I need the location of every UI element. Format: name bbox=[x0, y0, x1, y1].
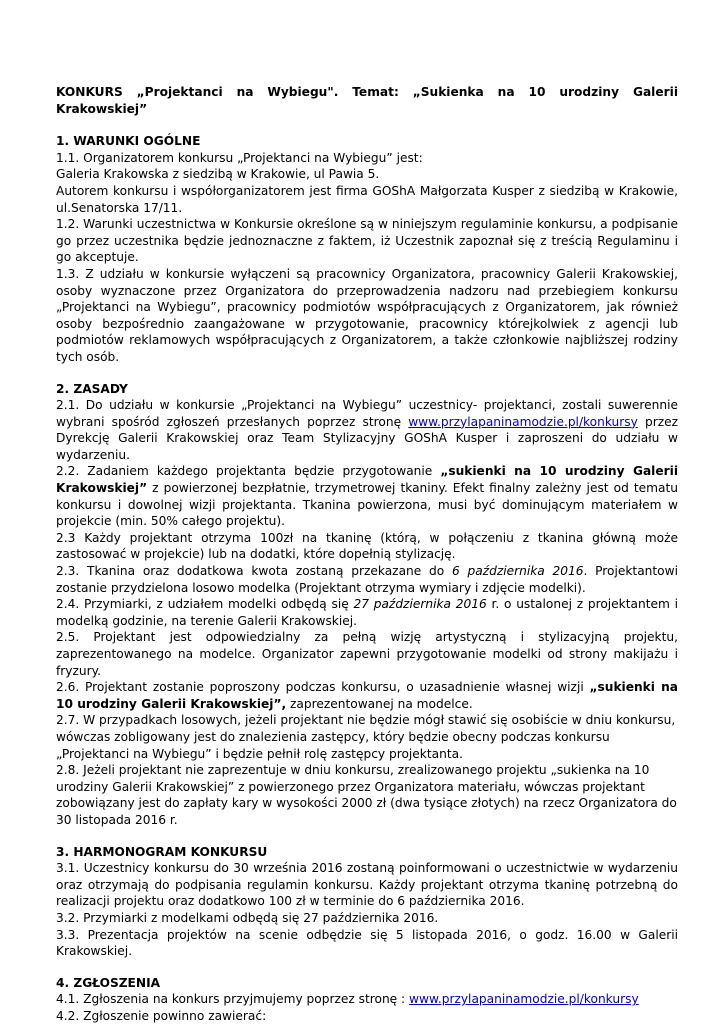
paragraph-2-4 bbox=[56, 596, 678, 629]
section-schedule bbox=[56, 844, 678, 960]
paragraph-author: Autorem konkursu i współorganizatorem jest firma GOShA Małgorzata Kusper z siedzibą w Krakowie, ul.Senatorska 17/11. bbox=[56, 183, 678, 215]
text: 2.2. Zadaniem każdego projektanta będzie przygotowanie bbox=[56, 464, 441, 479]
paragraph-2-3a: 2.3 Każdy projektant otrzyma 100zł na tkaninę (którą, w połączeniu z tkanina główną może zastosować w projekcie) lub na dodatki, które dopełnią stylizację. bbox=[56, 530, 678, 562]
paragraph-1-1: 1.1. Organizatorem konkursu „Projektanci na Wybiegu” jest: bbox=[56, 150, 423, 165]
paragraph-3-3: 3.3. Prezentacja projektów na scenie odbędzie się 5 listopada 2016, o godz. 16.00 w Galerii Krakowskiej. bbox=[56, 927, 678, 959]
section-heading: 4. ZGŁOSZENIA bbox=[56, 975, 161, 990]
paragraph-2-8: 2.8. Jeżeli projektant nie zaprezentuje w dniu konkursu, zrealizowanego projektu „sukienka na 10 urodziny Galerii Krakowskiej” z powierzonego przez Organizatora materiału, wówczas projektant zobowiązany jest do zapłaty kary w wysokości 2000 zł (dwa tysiące złotych) na rzecz Organizatora do 30 listopada 2016 r. bbox=[56, 763, 677, 827]
paragraph-2-7: 2.7. W przypadkach losowych, jeżeli projektant nie będzie mógł stawić się osobiście w dniu konkursu, wówczas zobligowany jest do znalezienia zastępcy, który będzie obecny podczas konkursu „Projektanci na Wybiegu” i będzie pełnił rolę zastępcy projektanta. bbox=[56, 713, 676, 761]
contest-link[interactable]: www.przylapaninamodzie.pl/konkursy bbox=[409, 992, 639, 1007]
italic-date: 27 października 2016 bbox=[353, 597, 487, 612]
section-applications bbox=[56, 975, 678, 1024]
text: przez Dyrekcję Galerii Krakowskiej oraz Team Stylizacyjny GOShA Kusper i zaproszeni do udziału w wydarzeniu. bbox=[56, 414, 678, 462]
paragraph-3-1: 3.1. Uczestnicy konkursu do 30 września 2016 zostaną poinformowani o uczestnictwie w wydarzeniu oraz otrzymają do podpisania regulamin konkursu. Każdy projektant otrzyma tkaninę potrzebną do realizacji projektu oraz dodatkowo 100 zł w terminie do 6 października 2016. bbox=[56, 861, 678, 909]
text: . Projektantowi zostanie przydzielona losowo modelka (Projektant otrzyma wymiary i zdjęcie modelki). bbox=[56, 564, 678, 595]
paragraph-2-1 bbox=[56, 397, 678, 463]
text: 2.4. Przymiarki, z udziałem modelki odbędą się bbox=[56, 597, 354, 612]
text: 2.3. Tkanina oraz dodatkowa kwota zostaną przekazane do bbox=[56, 564, 452, 579]
paragraph-1-2: 1.2. Warunki uczestnictwa w Konkursie określone są w niniejszym regulaminie konkursu, a podpisanie go przez uczestnika będzie jednoznaczne z faktem, iż Uczestnik zapoznał się z treścią Regulaminu i go akceptuje. bbox=[56, 217, 678, 265]
section-rules bbox=[56, 381, 678, 829]
paragraph-4-1 bbox=[56, 991, 678, 1008]
paragraph-2-3b bbox=[56, 563, 678, 596]
section-heading: 1. WARUNKI OGÓLNE bbox=[56, 134, 201, 149]
text: zaprezentowanej na modelce. bbox=[286, 696, 473, 711]
paragraph-1-3: 1.3. Z udziału w konkursie wyłączeni są pracownicy Organizatora, pracownicy Galerii Krakowskiej, osoby wyznaczone przez Organizatora do przeprowadzenia nadzoru nad przebiegiem konkursu „Projektanci na Wybiegu”, pracownicy podmiotów współpracujących z Organizatorem, jak również osoby bezpośrednio zaangażowane w przygotowanie, pracownicy którejkolwiek z agencji lub podmiotów reklamowych współpracujących z Organizatorem, a także członkowie najbliższej rodziny tych osób. bbox=[56, 266, 678, 364]
section-general-conditions bbox=[56, 133, 678, 365]
text: 2.6. Projektant zostanie poproszony podczas konkursu, o uzasadnienie własnej wizji bbox=[56, 680, 590, 695]
text: r. o ustalonej z projektantem i modelką godzinie, na terenie Galerii Krakowskiej. bbox=[56, 597, 678, 628]
text: 4.1. Zgłoszenia na konkurs przyjmujemy poprzez stronę : bbox=[56, 992, 410, 1007]
paragraph-3-2: 3.2. Przymiarki z modelkami odbędą się 27 października 2016. bbox=[56, 910, 439, 925]
paragraph-2-6 bbox=[56, 679, 678, 712]
paragraph-2-5: 2.5. Projektant jest odpowiedzialny za pełną wizję artystyczną i stylizacyjną projektu, zaprezentowanego na modelce. Organizator zapewni przygotowanie modelki od strony makijażu i fryzury. bbox=[56, 630, 678, 678]
paragraph-organizer-address: Galeria Krakowska z siedzibą w Krakowie, ul Pawia 5. bbox=[56, 167, 380, 182]
bold-text: „sukienki na 10 urodziny Galerii Krakowskiej”, bbox=[56, 680, 678, 711]
text: z powierzonej bezpłatnie, trzymetrowej tkaniny. Efekt finalny zależny jest od tematu konkursu i dowolnej wizji projektanta. Tkanina powierzona, musi być dominującym materiałem w projekcie (min. 50% całego projektu). bbox=[56, 481, 678, 529]
italic-date: 6 października 2016 bbox=[451, 564, 584, 579]
paragraph-4-2: 4.2. Zgłoszenie powinno zawierać: bbox=[56, 1008, 267, 1023]
document-page bbox=[56, 84, 678, 1024]
text: 2.1. Do udziału w konkursie „Projektanci na Wybiegu” uczestnicy- projektanci, zostali suwerennie wybrani spośród zgłoszeń przesłanych poprzez stronę bbox=[56, 398, 678, 429]
contest-link[interactable]: www.przylapaninamodzie.pl/konkursy bbox=[408, 414, 638, 429]
document-title: KONKURS „Projektanci na Wybiegu". Temat: „Sukienka na 10 urodziny Galerii Krakowskiej” bbox=[56, 85, 678, 116]
section-heading: 2. ZASADY bbox=[56, 381, 128, 396]
section-heading: 3. HARMONOGRAM KONKURSU bbox=[56, 844, 268, 859]
bold-text: „sukienki na 10 urodziny Galerii Krakowskiej” bbox=[56, 464, 678, 496]
paragraph-2-2 bbox=[56, 463, 678, 529]
